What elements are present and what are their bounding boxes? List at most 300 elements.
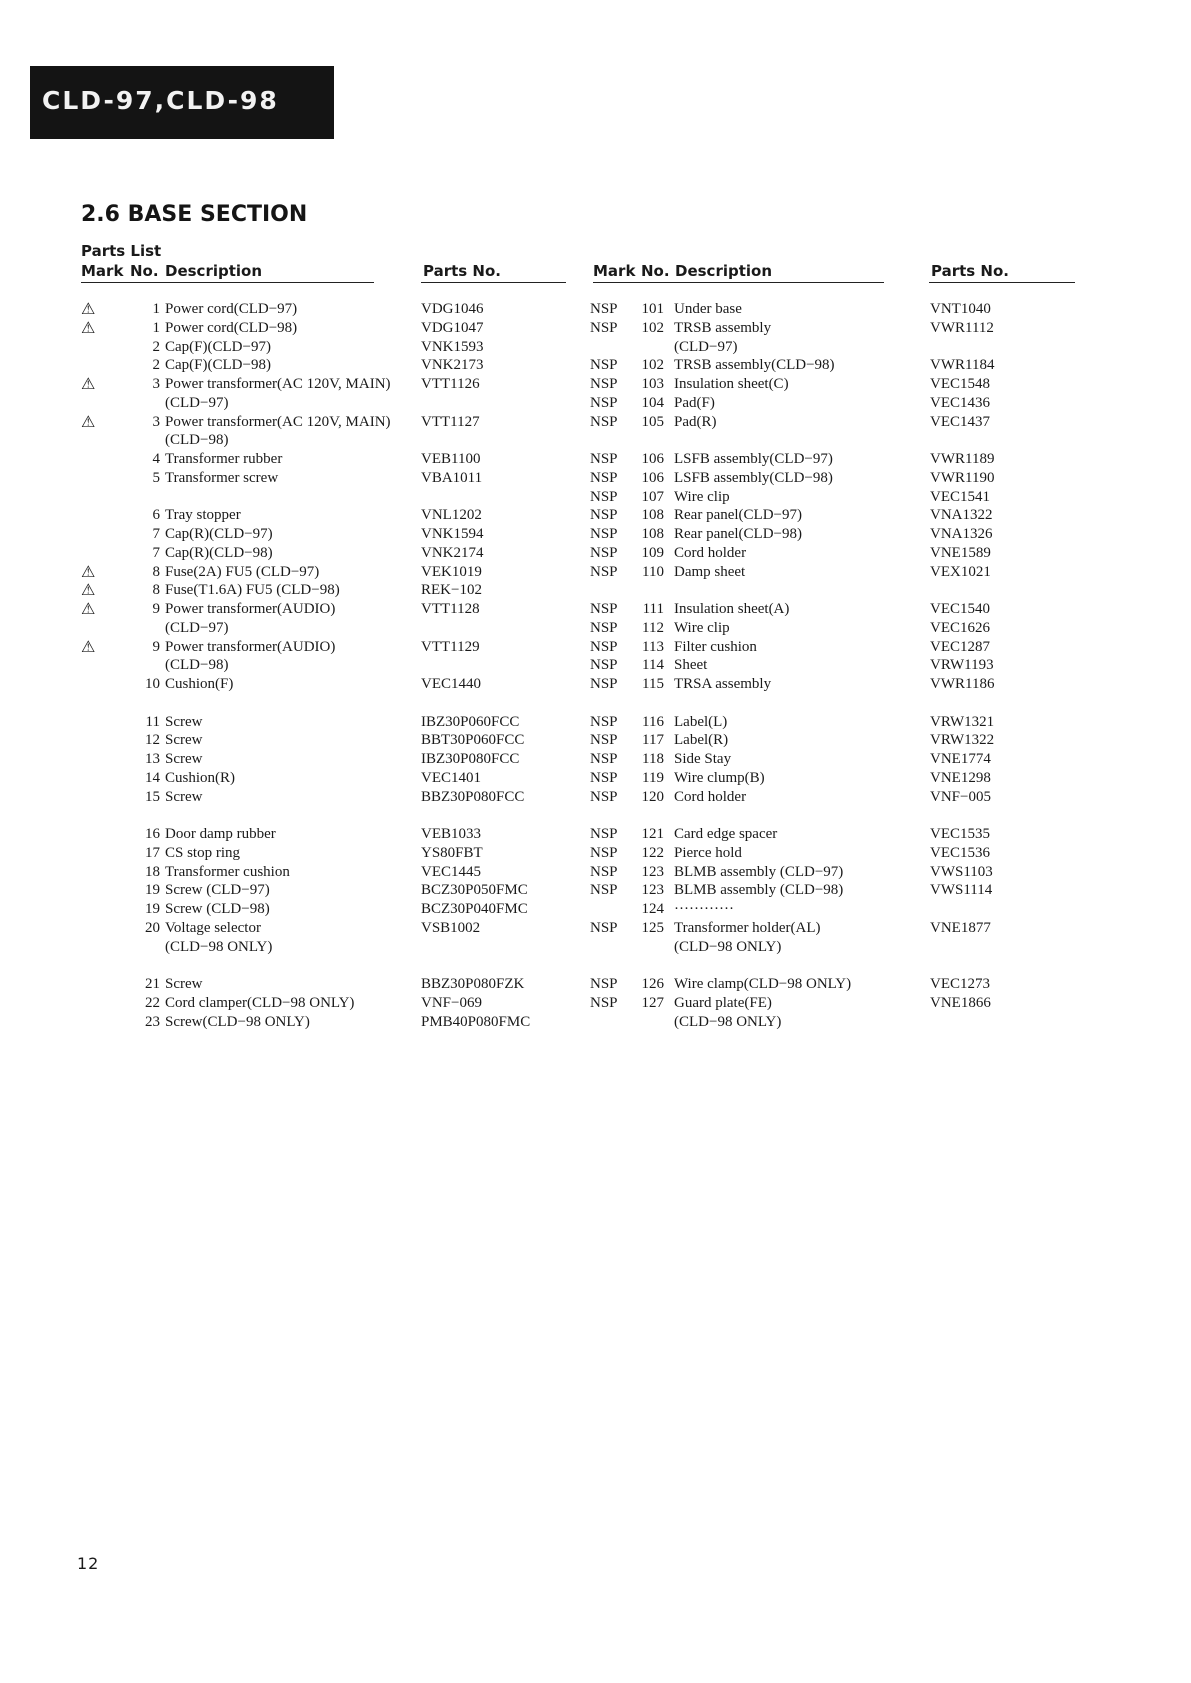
description-cell: Cord holder [674,544,747,561]
mark-cell: NSP [590,301,618,317]
number-cell: 119 [642,769,664,786]
mark-cell: NSP [590,376,618,392]
description-cell: (CLD−97) [165,619,229,636]
description-cell: Power cord(CLD−98) [165,319,298,336]
number-cell: 20 [145,919,160,936]
description-cell: Cushion(R) [165,769,236,786]
number-cell: 105 [641,413,664,430]
description-cell: (CLD−98 ONLY) [674,1013,782,1030]
table-row [81,975,581,994]
right-header-rule-parts-no [929,282,1075,283]
description-cell: Pierce hold [674,844,742,861]
description-cell: Screw (CLD−97) [165,882,270,899]
section-title: 2.6 BASE SECTION [81,202,308,227]
description-cell: Label(L) [674,713,728,730]
mark-cell: NSP [590,788,618,805]
description-cell: Cushion(F) [165,676,234,692]
description-cell: Cap(R)(CLD−97) [165,526,273,542]
warning-icon: ⚠ [81,638,96,656]
warning-icon: ⚠ [81,582,96,600]
part-number-cell: VNA1322 [930,507,993,524]
description-cell: (CLD−98) [165,657,229,674]
table-row [590,544,1090,563]
number-cell: 115 [642,676,664,692]
mark-cell: NSP [590,526,618,542]
table-row [81,825,581,844]
number-cell: 1 [152,301,160,317]
table-row [590,394,1090,413]
table-row [81,919,581,938]
table-row [590,863,1090,882]
number-cell: 110 [642,563,664,580]
model-title: CLD-97,CLD-98 [42,86,279,115]
number-cell: 108 [641,526,664,542]
table-row [590,900,1090,919]
table-row [81,544,581,563]
table-row [590,469,1090,488]
warning-icon: ⚠ [81,376,96,393]
right-header-description: Description [675,262,773,280]
number-cell: 21 [145,976,160,992]
part-number-cell: VNK2174 [421,544,484,561]
part-number-cell: VEC1535 [930,826,990,842]
description-cell: Rear panel(CLD−97) [674,507,802,524]
table-row [81,300,581,319]
table-row [590,788,1090,807]
table-row [81,994,581,1013]
table-row [590,638,1090,657]
part-number-cell: BCZ30P050FMC [421,882,528,899]
number-cell: 19 [145,882,160,899]
table-row [81,731,581,750]
table-row [81,656,581,675]
table-row [590,375,1090,394]
description-cell: Wire clump(B) [674,769,765,786]
number-cell: 118 [642,751,664,767]
part-number-cell: VEC1401 [421,769,481,786]
table-row [81,450,581,469]
number-cell: 103 [641,376,664,392]
description-cell: Screw(CLD−98 ONLY) [165,1013,310,1030]
table-row [590,938,1090,957]
mark-cell: NSP [590,319,618,336]
left-header-rule-description [81,282,374,283]
table-row [81,431,581,450]
number-cell: 102 [641,357,664,374]
warning-icon: ⚠ [81,301,96,318]
description-cell: Guard plate(FE) [674,994,772,1011]
description-cell: TRSA assembly [674,676,772,692]
table-row [590,600,1090,619]
table-row [81,506,581,525]
part-number-cell: VNF−005 [930,788,991,805]
description-cell: Label(R) [674,732,729,749]
description-cell: (CLD−98 ONLY) [165,938,273,955]
part-number-cell: VDG1047 [421,319,484,336]
part-number-cell: VBA1011 [421,469,483,486]
number-cell: 17 [145,844,160,861]
number-cell: 120 [641,788,664,805]
part-number-cell: VNE1298 [930,769,991,786]
description-cell: Sheet [674,657,708,674]
part-number-cell: VEC1436 [930,394,990,411]
description-cell: (CLD−97) [674,338,738,355]
part-number-cell: VEC1273 [930,976,990,992]
description-cell: Pad(R) [674,413,717,430]
number-cell: 7 [152,544,160,561]
part-number-cell: VWS1103 [930,863,993,880]
part-number-cell: VWR1186 [930,676,995,692]
warning-icon: ⚠ [81,601,96,618]
table-row [81,563,581,582]
part-number-cell: VEC1540 [930,601,990,617]
description-cell: Transformer holder(AL) [674,919,821,936]
table-row [590,731,1090,750]
table-row [81,900,581,919]
description-cell: ············ [674,901,734,917]
table-row [590,919,1090,938]
table-row [590,881,1090,900]
description-cell: Cord holder [674,788,747,805]
number-cell: 9 [152,638,160,655]
table-row [81,413,581,432]
description-cell: CS stop ring [165,844,241,861]
number-cell: 102 [641,319,664,336]
description-cell: Cap(R)(CLD−98) [165,544,273,561]
right-header-no: No. [641,262,670,280]
part-number-cell: VNK2173 [421,357,484,374]
part-number-cell: VTT1128 [421,601,480,617]
part-number-cell: VDG1046 [421,301,484,317]
table-row [81,750,581,769]
number-cell: 13 [145,751,160,767]
number-cell: 111 [642,601,664,617]
mark-cell: NSP [590,732,618,749]
part-number-cell: VNE1774 [930,751,991,767]
part-number-cell: VNF−069 [421,994,482,1011]
table-row [590,338,1090,357]
part-number-cell: VEC1548 [930,376,990,392]
part-number-cell: BBZ30P080FCC [421,788,525,805]
part-number-cell: VEC1287 [930,638,990,655]
page-number: 12 [77,1554,100,1573]
part-number-cell: BBT30P060FCC [421,732,525,749]
table-row [590,356,1090,375]
part-number-cell: VWR1112 [930,319,994,336]
table-row [81,338,581,357]
table-row [81,469,581,488]
table-row [81,713,581,732]
mark-cell: NSP [590,488,618,505]
table-row [81,863,581,882]
part-number-cell: VRW1321 [930,713,995,730]
description-cell: Power transformer(AUDIO) [165,601,336,617]
description-cell: Screw [165,751,203,767]
description-cell: Screw [165,788,203,805]
mark-cell: NSP [590,844,618,861]
right-header-rule-description [593,282,884,283]
part-number-cell: VNE1877 [930,919,991,936]
mark-cell: NSP [590,563,618,580]
description-cell: Power transformer(AC 120V, MAIN) [165,376,391,392]
part-number-cell: VWR1190 [930,469,995,486]
number-cell: 22 [145,994,160,1011]
part-number-cell: IBZ30P060FCC [421,713,520,730]
mark-cell: NSP [590,394,618,411]
table-row [590,506,1090,525]
number-cell: 121 [641,826,664,842]
description-cell: Transformer screw [165,469,279,486]
mark-cell: NSP [590,469,618,486]
description-cell: Insulation sheet(A) [674,601,790,617]
part-number-cell: VNL1202 [421,507,482,524]
table-row [81,788,581,807]
number-cell: 123 [641,882,664,899]
table-row [81,525,581,544]
part-number-cell: VWR1189 [930,451,995,467]
description-cell: Damp sheet [674,563,746,580]
description-cell: Card edge spacer [674,826,778,842]
table-row [81,394,581,413]
mark-cell: NSP [590,769,618,786]
description-cell: Wire clamp(CLD−98 ONLY) [674,976,852,992]
table-row [81,638,581,657]
warning-icon: ⚠ [81,413,96,431]
number-cell: 126 [641,976,664,992]
description-cell: BLMB assembly (CLD−97) [674,863,844,880]
number-cell: 18 [145,863,160,880]
part-number-cell: REK−102 [421,582,482,599]
number-cell: 16 [145,826,160,842]
number-cell: 3 [152,413,160,430]
part-number-cell: VEC1440 [421,676,481,692]
right-header-mark: Mark [593,262,636,280]
table-row [590,713,1090,732]
number-cell: 4 [152,451,160,467]
part-number-cell: VEB1033 [421,826,481,842]
part-number-cell: VEK1019 [421,563,482,580]
table-row [590,300,1090,319]
table-row [590,525,1090,544]
part-number-cell: BCZ30P040FMC [421,901,528,917]
description-cell: Under base [674,301,742,317]
part-number-cell: PMB40P080FMC [421,1013,531,1030]
table-row [590,488,1090,507]
number-cell: 7 [152,526,160,542]
description-cell: Cap(F)(CLD−97) [165,338,271,355]
part-number-cell: IBZ30P080FCC [421,751,520,767]
number-cell: 11 [145,713,160,730]
number-cell: 3 [152,376,160,392]
mark-cell: NSP [590,544,618,561]
table-row [81,938,581,957]
mark-cell: NSP [590,413,618,430]
table-row [81,769,581,788]
part-number-cell: VNE1866 [930,994,991,1011]
table-row [81,844,581,863]
mark-cell: NSP [590,863,618,880]
left-header-parts-no: Parts No. [423,262,501,280]
table-row [81,1013,581,1032]
part-number-cell: BBZ30P080FZK [421,976,525,992]
description-cell: LSFB assembly(CLD−98) [674,469,833,486]
description-cell: Transformer rubber [165,451,283,467]
table-row [81,675,581,694]
mark-cell: NSP [590,882,618,899]
number-cell: 15 [145,788,160,805]
number-cell: 104 [641,394,664,411]
number-cell: 14 [145,769,160,786]
left-header-rule-parts-no [421,282,566,283]
number-cell: 101 [641,301,664,317]
number-cell: 1 [152,319,160,336]
description-cell: Tray stopper [165,507,241,524]
part-number-cell: VRW1193 [930,657,994,674]
number-cell: 123 [641,863,664,880]
table-row [590,413,1090,432]
mark-cell: NSP [590,657,618,674]
table-row [81,600,581,619]
mark-cell: NSP [590,451,618,467]
table-row [590,675,1090,694]
table-row [590,319,1090,338]
description-cell: Voltage selector [165,919,261,936]
description-cell: Fuse(2A) FU5 (CLD−97) [165,563,320,580]
description-cell: Wire clip [674,619,730,636]
number-cell: 23 [145,1013,160,1030]
right-header-parts-no: Parts No. [931,262,1009,280]
number-cell: 5 [152,469,160,486]
left-header-no: No. [130,262,159,280]
description-cell: Rear panel(CLD−98) [674,526,802,542]
number-cell: 2 [152,357,160,374]
part-number-cell: VEX1021 [930,563,991,580]
part-number-cell: VEC1626 [930,619,990,636]
number-cell: 112 [642,619,664,636]
description-cell: (CLD−97) [165,394,229,411]
number-cell: 2 [152,338,160,355]
left-header-description: Description [165,262,263,280]
table-row [81,356,581,375]
number-cell: 114 [642,657,664,674]
part-number-cell: VNA1326 [930,526,993,542]
description-cell: Screw [165,713,203,730]
number-cell: 6 [152,507,160,524]
table-row [590,619,1090,638]
mark-cell: NSP [590,919,618,936]
mark-cell: NSP [590,638,618,655]
number-cell: 109 [641,544,664,561]
mark-cell: NSP [590,676,618,692]
description-cell: (CLD−98 ONLY) [674,938,782,955]
table-row [81,319,581,338]
part-number-cell: VTT1127 [421,413,480,430]
warning-icon: ⚠ [81,563,96,581]
number-cell: 10 [145,676,160,692]
mark-cell: NSP [590,994,618,1011]
table-row [590,975,1090,994]
description-cell: Screw [165,732,203,749]
part-number-cell: VTT1129 [421,638,480,655]
part-number-cell: VRW1322 [930,732,995,749]
description-cell: (CLD−98) [165,432,229,449]
table-row [590,656,1090,675]
table-row [81,375,581,394]
number-cell: 116 [642,713,664,730]
part-number-cell: VEC1541 [930,488,990,505]
description-cell: Side Stay [674,751,732,767]
number-cell: 9 [152,601,160,617]
mark-cell: NSP [590,619,618,636]
number-cell: 108 [641,507,664,524]
table-row [590,769,1090,788]
description-cell: TRSB assembly [674,319,772,336]
mark-cell: NSP [590,826,618,842]
description-cell: Insulation sheet(C) [674,376,789,392]
part-number-cell: VEC1445 [421,863,481,880]
number-cell: 107 [641,488,664,505]
part-number-cell: VEC1437 [930,413,990,430]
table-row [590,994,1090,1013]
number-cell: 127 [641,994,664,1011]
model-banner [30,66,334,139]
description-cell: Wire clip [674,488,730,505]
description-cell: BLMB assembly (CLD−98) [674,882,844,899]
part-number-cell: VSB1002 [421,919,481,936]
table-row [590,825,1090,844]
description-cell: Cap(F)(CLD−98) [165,357,271,374]
table-row [81,581,581,600]
part-number-cell: VTT1126 [421,376,480,392]
mark-cell: NSP [590,976,618,992]
description-cell: Power cord(CLD−97) [165,301,298,317]
mark-cell: NSP [590,357,618,374]
table-row [81,619,581,638]
description-cell: Power transformer(AUDIO) [165,638,336,655]
part-number-cell: VEB1100 [421,451,481,467]
description-cell: Transformer cushion [165,863,290,880]
table-row [590,1013,1090,1032]
warning-icon: ⚠ [81,319,96,337]
description-cell: Power transformer(AC 120V, MAIN) [165,413,391,430]
parts-list-label: Parts List [81,242,162,260]
table-row [81,881,581,900]
number-cell: 106 [641,451,664,467]
description-cell: Door damp rubber [165,826,276,842]
number-cell: 19 [145,901,160,917]
description-cell: Screw [165,976,203,992]
part-number-cell: VNK1593 [421,338,484,355]
description-cell: Pad(F) [674,394,715,411]
description-cell: Cord clamper(CLD−98 ONLY) [165,994,355,1011]
mark-cell: NSP [590,713,618,730]
number-cell: 113 [642,638,664,655]
description-cell: Filter cushion [674,638,757,655]
description-cell: Screw (CLD−98) [165,901,270,917]
description-cell: LSFB assembly(CLD−97) [674,451,833,467]
table-row [590,450,1090,469]
number-cell: 125 [641,919,664,936]
number-cell: 122 [641,844,664,861]
part-number-cell: VWR1184 [930,357,995,374]
part-number-cell: VEC1536 [930,844,990,861]
number-cell: 12 [145,732,160,749]
number-cell: 106 [641,469,664,486]
part-number-cell: VWS1114 [930,882,993,899]
number-cell: 117 [642,732,664,749]
mark-cell: NSP [590,601,618,617]
part-number-cell: VNK1594 [421,526,484,542]
